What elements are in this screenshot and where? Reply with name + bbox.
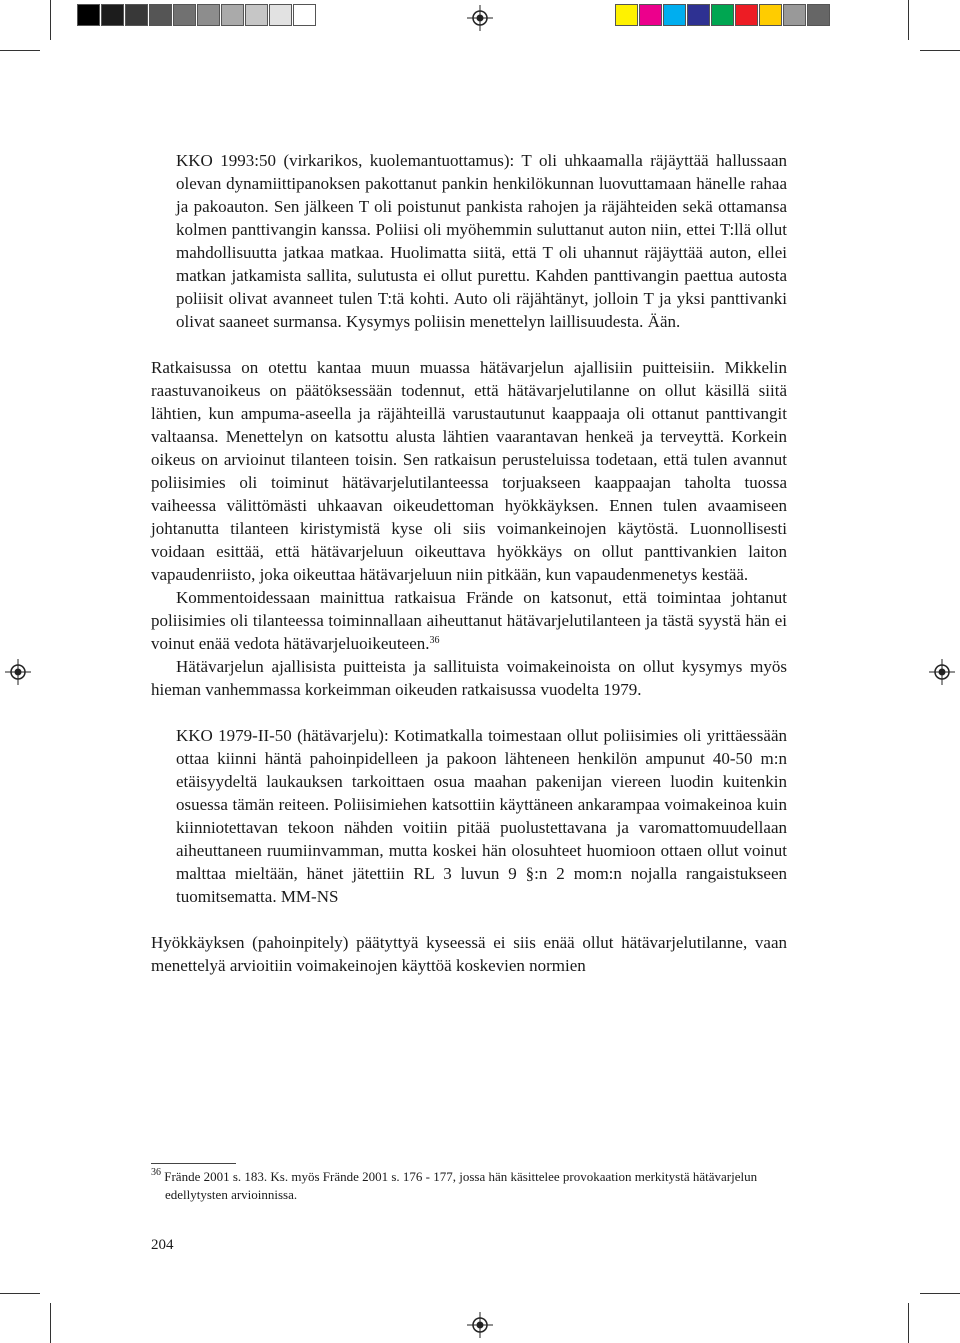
registration-mark-left-icon	[5, 659, 31, 685]
grayscale-swatch	[125, 4, 148, 26]
grayscale-calibration-bar	[77, 4, 317, 26]
color-swatch	[759, 4, 782, 26]
case-summary-1993: KKO 1993:50 (virkarikos, kuolemantuottamus): T oli uhkaamalla räjäyttää hallussaan olevan dynamiittipanoksen pakottanut pankin henkilökunnan luovuttamaan hänelle rahaa ja pakoauton. Sen jälkeen T oli poistunut pankista rahojen ja räjähteiden sekä ottamansa kolmen panttivangin kanssa. Poliisi oli myöhemmin suluttanut auton niin, ettei T:llä ollut mahdollisuutta jatkaa matkaa. Huolimatta siitä, että T oli uhannut räjäyttää auton, ellei matkan jatkamista sallita, sulutusta ei ollut purettu. Kahden panttivangin paettua autosta poliisit olivat avanneet tulen T:tä kohti. Auto oli räjähtänyt, jolloin T ja yksi panttivanki olivat saaneet surmansa. Kysymys poliisin menettelyn laillisuudesta. Ään.	[176, 151, 787, 331]
color-swatch	[807, 4, 830, 26]
color-swatch	[735, 4, 758, 26]
footnote-number: 36	[151, 1167, 161, 1178]
grayscale-swatch	[77, 4, 100, 26]
grayscale-swatch	[149, 4, 172, 26]
paragraph-kommentoidessaan	[151, 586, 787, 655]
color-swatch	[711, 4, 734, 26]
grayscale-swatch	[221, 4, 244, 26]
registration-mark-right-icon	[929, 659, 955, 685]
crop-mark-top-right	[920, 50, 960, 51]
footnote-text: Frände 2001 s. 183. Ks. myös Frände 2001 s. 176 - 177, jossa hän käsittelee provokaation merkitystä hätävarjelun edellytysten arvioinnissa.	[164, 1169, 758, 1202]
crop-mark-top-right-vertical	[908, 0, 909, 40]
grayscale-swatch	[197, 4, 220, 26]
paragraph-kommentoidessaan-text: Kommentoidessaan mainittua ratkaisua Frände on katsonut, että toimintaa johtanut poliisimies oli tilanteessa toiminnallaan aiheuttanut hätävarjelutilanteen ja tästä syystä hän ei voinut enää vedota hätävarjeluoikeuteen.	[151, 588, 787, 653]
paragraph-hyokkayksen: Hyökkäyksen (pahoinpitely) päätyttyä kyseessä ei siis enää ollut hätävarjelutilanne, vaan menettelyä arvioitiin voimakeinojen käyttöä koskevien normien	[151, 933, 787, 975]
footnote-divider	[151, 1163, 236, 1164]
footnote-body	[151, 1168, 787, 1204]
color-calibration-bar	[615, 4, 831, 26]
crop-mark-bottom-right-vertical	[908, 1303, 909, 1343]
paragraph-ratkaisussa: Ratkaisussa on otettu kantaa muun muassa hätävarjelun ajallisiin puitteisiin. Mikkelin raastuvanoikeus on päätöksessään todennut, että hätävarjelutilanne on ollut käsillä siitä lähtien, kun ampuma-aseella ja räjähteillä varustautunut kaappaaja oli ottanut panttivangit valtaansa. Menettelyn on katsottu alusta lähtien vaarantavan henkeä ja terveyttä. Korkein oikeus on arvioinut tilanteen toisin. Sen ratkaisun perusteluissa todetaan, että tulen avannut poliisimies oli toiminut hätävarjelutilanteessa torjuakseen kaappaajan taholta tuossa vaiheessa välittömästi uhkaavan oikeudettoman hyökkäyksen. Ennen tulen avaamiseen johtanutta tilanteen kiristymistä kyse oli siis voimankeinojen käytöstä. Luonnollisesti voidaan esittää, että hätävarjeluun oikeuttava hyökkäys on ollut panttivankien laiton vapaudenriisto, joka oikeuttaa hätävarjeluun niin pitkään, kun vapaudenmenetys kestää.	[151, 358, 787, 584]
registration-mark-top-icon	[467, 5, 493, 31]
paragraph-hatavarjelun: Hätävarjelun ajallisista puitteista ja sallituista voimakeinoista on ollut kysymys myös hieman vanhemmassa korkeimman oikeuden ratkaisussa vuodelta 1979.	[151, 657, 787, 699]
grayscale-swatch	[173, 4, 196, 26]
grayscale-swatch	[269, 4, 292, 26]
grayscale-swatch	[245, 4, 268, 26]
crop-mark-bottom-left-vertical	[50, 1303, 51, 1343]
color-swatch	[639, 4, 662, 26]
case-summary-1979: KKO 1979-II-50 (hätävarjelu): Kotimatkalla toimestaan ollut poliisimies oli yrittäessään ottaa kiinni häntä pahoinpidelleen ja pakoon lähteneen henkilön ampunut 40-50 m:n etäisyydeltä laukauksen tarkoittaen osua maahan pakenijan viereen luodin kuitenkin osuessa tämän reiteen. Poliisimiehen katsottiin käyttäneen ankarampaa voimakeinoa kuin kiinniotettavan tekoon nähden voitiin pitää puolustettavana ja varomattomuudellaan aiheuttaneen ruumiinvamman, mutta koskei hän olosuhteet huomioon ottaen ollut voinut malttaa mieltään, hänet jätettiin RL 3 luvun 9 §:n 2 mom:n nojalla rangaistukseen tuomitsematta. MM-NS	[176, 726, 787, 906]
registration-mark-bottom-icon	[467, 1312, 493, 1338]
crop-mark-bottom-right	[920, 1293, 960, 1294]
crop-mark-bottom-left	[0, 1293, 40, 1294]
footnote-reference[interactable]: 36	[429, 635, 440, 646]
color-swatch	[783, 4, 806, 26]
page-number: 204	[151, 1237, 174, 1253]
crop-mark-top-left-vertical	[50, 0, 51, 40]
color-swatch	[615, 4, 638, 26]
crop-mark-top-left	[0, 50, 40, 51]
body-text	[151, 149, 787, 977]
grayscale-swatch	[293, 4, 316, 26]
color-swatch	[663, 4, 686, 26]
grayscale-swatch	[101, 4, 124, 26]
footnote	[151, 1168, 787, 1204]
color-swatch	[687, 4, 710, 26]
